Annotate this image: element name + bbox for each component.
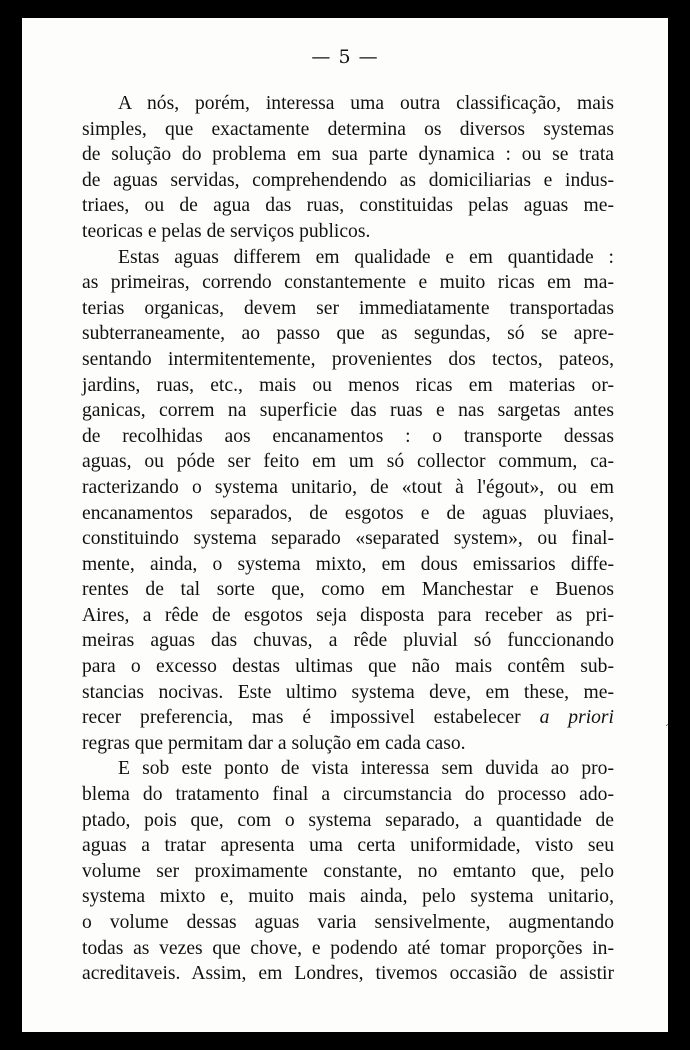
text-line: stancias nocivas. Este ultimo systema deve, em these, me- <box>82 681 614 703</box>
text-line: rentes de tal sorte que, como em Manchestar e Buenos <box>82 579 614 601</box>
text-line: A nós, porém, interessa uma outra classificação, mais <box>118 93 614 114</box>
text-line: teoricas e pelas de serviços publicos. <box>82 220 371 242</box>
text-line: E sob este ponto de vista interessa sem duvida ao pro- <box>118 758 614 780</box>
text-line: meiras aguas das chuvas, a rêde pluvial só funccionando <box>82 630 614 652</box>
text-line-with-italic <box>82 705 614 731</box>
text-line: subterraneamente, ao passo que as segundas, só se apre- <box>82 323 614 345</box>
body-text <box>82 91 614 987</box>
margin-mark: ´ <box>664 724 669 735</box>
text-line: de solução do problema em sua parte dynamica : ou se trata <box>82 144 614 166</box>
book-page <box>22 18 668 1032</box>
text-line: o volume dessas aguas varia sensivelmente, augmentando <box>82 912 614 933</box>
text-line: de aguas servidas, comprehendendo as domiciliarias e indus- <box>82 169 614 191</box>
text-line-part: recer preferencia, mas é impossivel estabelecer <box>82 707 521 729</box>
text-line: ptado, pois que, com o systema separado, a quantidade de <box>82 809 614 831</box>
text-line: aguas, ou póde ser feito em um só collector commum, ca- <box>82 451 614 473</box>
text-line: acreditaveis. Assim, em Londres, tivemos occasião de assistir <box>82 963 614 985</box>
text-line: todas as vezes que chove, e podendo até tomar proporções in- <box>82 937 614 959</box>
text-line: as primeiras, correndo constantemente e muito ricas em ma- <box>82 272 614 294</box>
text-line: terias organicas, devem ser immediatamente transportadas <box>82 297 614 319</box>
text-line: simples, que exactamente determina os diversos systemas <box>82 118 614 140</box>
text-line: ganicas, correm na superficie das ruas e nas sargetas antes <box>82 400 614 422</box>
text-line: encanamentos separados, de esgotos e de aguas pluviaes, <box>82 502 614 524</box>
text-line: constituindo systema separado «separated system», ou final- <box>82 528 614 550</box>
text-line: Estas aguas differem em qualidade e em quantidade : <box>118 246 614 268</box>
text-line: regras que permitam dar a solução em cada caso. <box>82 732 466 754</box>
text-line: aguas a tratar apresenta uma certa uniformidade, visto seu <box>82 835 614 857</box>
text-line: volume ser proximamente constante, no emtanto que, pelo <box>82 860 614 882</box>
text-line: de recolhidas aos encanamentos : o transporte dessas <box>82 425 614 447</box>
text-line: sentando intermitentemente, provenientes dos tectos, pateos, <box>82 348 614 370</box>
page-number: — 5 — <box>311 46 379 68</box>
text-line: systema mixto e, muito mais ainda, pelo systema unitario, <box>82 886 614 908</box>
text-line: blema do tratamento final a circumstancia do processo ado- <box>82 784 614 806</box>
text-line: para o excesso destas ultimas que não mais contêm sub- <box>82 656 614 678</box>
text-line: mente, ainda, o systema mixto, em dous emissarios diffe- <box>82 553 614 575</box>
text-line: racterizando o systema unitario, de «tout à l'égout», ou em <box>82 476 614 498</box>
text-line: triaes, ou de agua das ruas, constituidas pelas aguas me- <box>82 195 614 217</box>
italic-phrase: a priori <box>539 707 614 729</box>
text-line: Aires, a rêde de esgotos seja disposta para receber as pri- <box>82 604 614 626</box>
text-line: jardins, ruas, etc., mais ou menos ricas em materias or- <box>82 374 614 396</box>
